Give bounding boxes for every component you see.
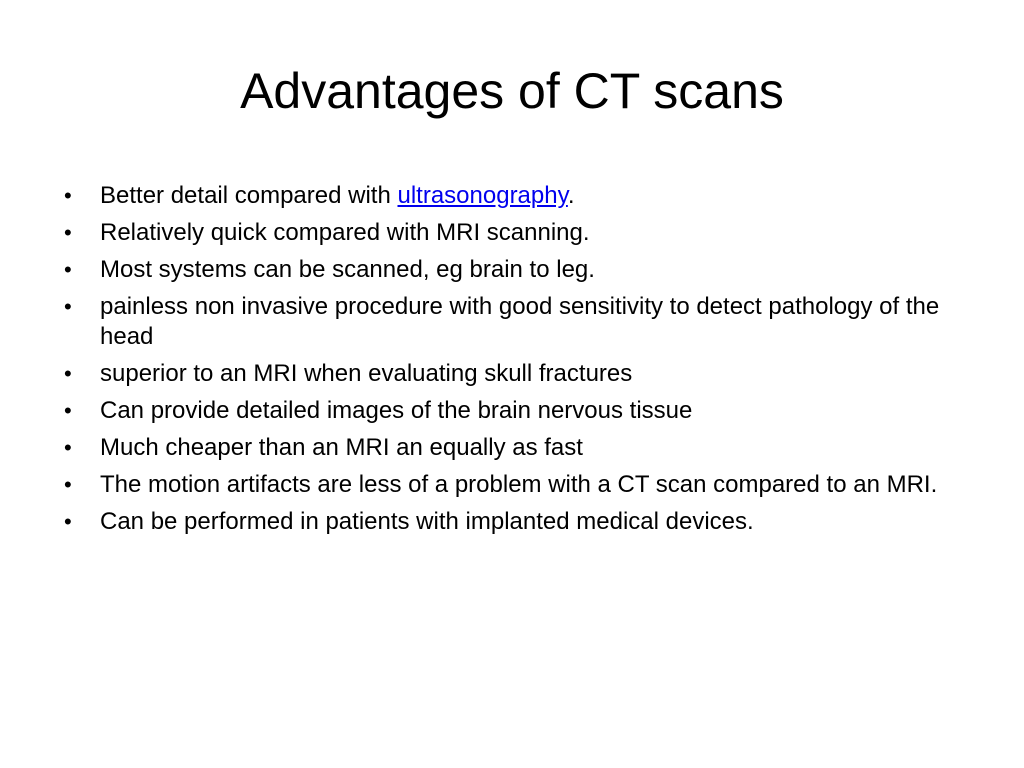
list-item-text: Can be performed in patients with implanted medical devices. [100,508,754,535]
bullet-icon: • [64,472,72,497]
list-item-text: Relatively quick compared with MRI scanning. [100,219,590,246]
list-item [56,255,976,285]
list-item-text: painless non invasive procedure with good sensitivity to detect pathology of the head [100,293,940,350]
bullet-list [56,181,976,544]
list-item [56,396,976,426]
bullet-icon: • [64,294,72,319]
bullet-icon: • [64,398,72,423]
list-item-text: superior to an MRI when evaluating skull fractures [100,360,633,387]
list-item [56,181,976,211]
list-item [56,359,976,389]
slide-title: Advantages of CT scans [240,63,784,119]
list-item-text: Much cheaper than an MRI an equally as fast [100,434,583,461]
list-item [56,218,976,248]
bullet-icon: • [64,435,72,460]
bullet-icon: • [64,361,72,386]
list-item-text: The motion artifacts are less of a problem with a CT scan compared to an MRI. [100,471,938,498]
bullet-icon: • [64,509,72,534]
list-item-text: Can provide detailed images of the brain nervous tissue [100,397,693,424]
ultrasonography-link[interactable]: ultrasonography [397,182,568,209]
list-item-text: . [567,182,575,209]
bullet-icon: • [64,183,72,208]
list-item [56,292,976,352]
list-item-text: Most systems can be scanned, eg brain to leg. [100,256,595,283]
list-item [56,507,976,537]
list-item-text: Better detail compared with [100,182,398,209]
list-item [56,433,976,463]
bullet-icon: • [64,257,72,282]
list-item [56,470,976,500]
bullet-icon: • [64,220,72,245]
